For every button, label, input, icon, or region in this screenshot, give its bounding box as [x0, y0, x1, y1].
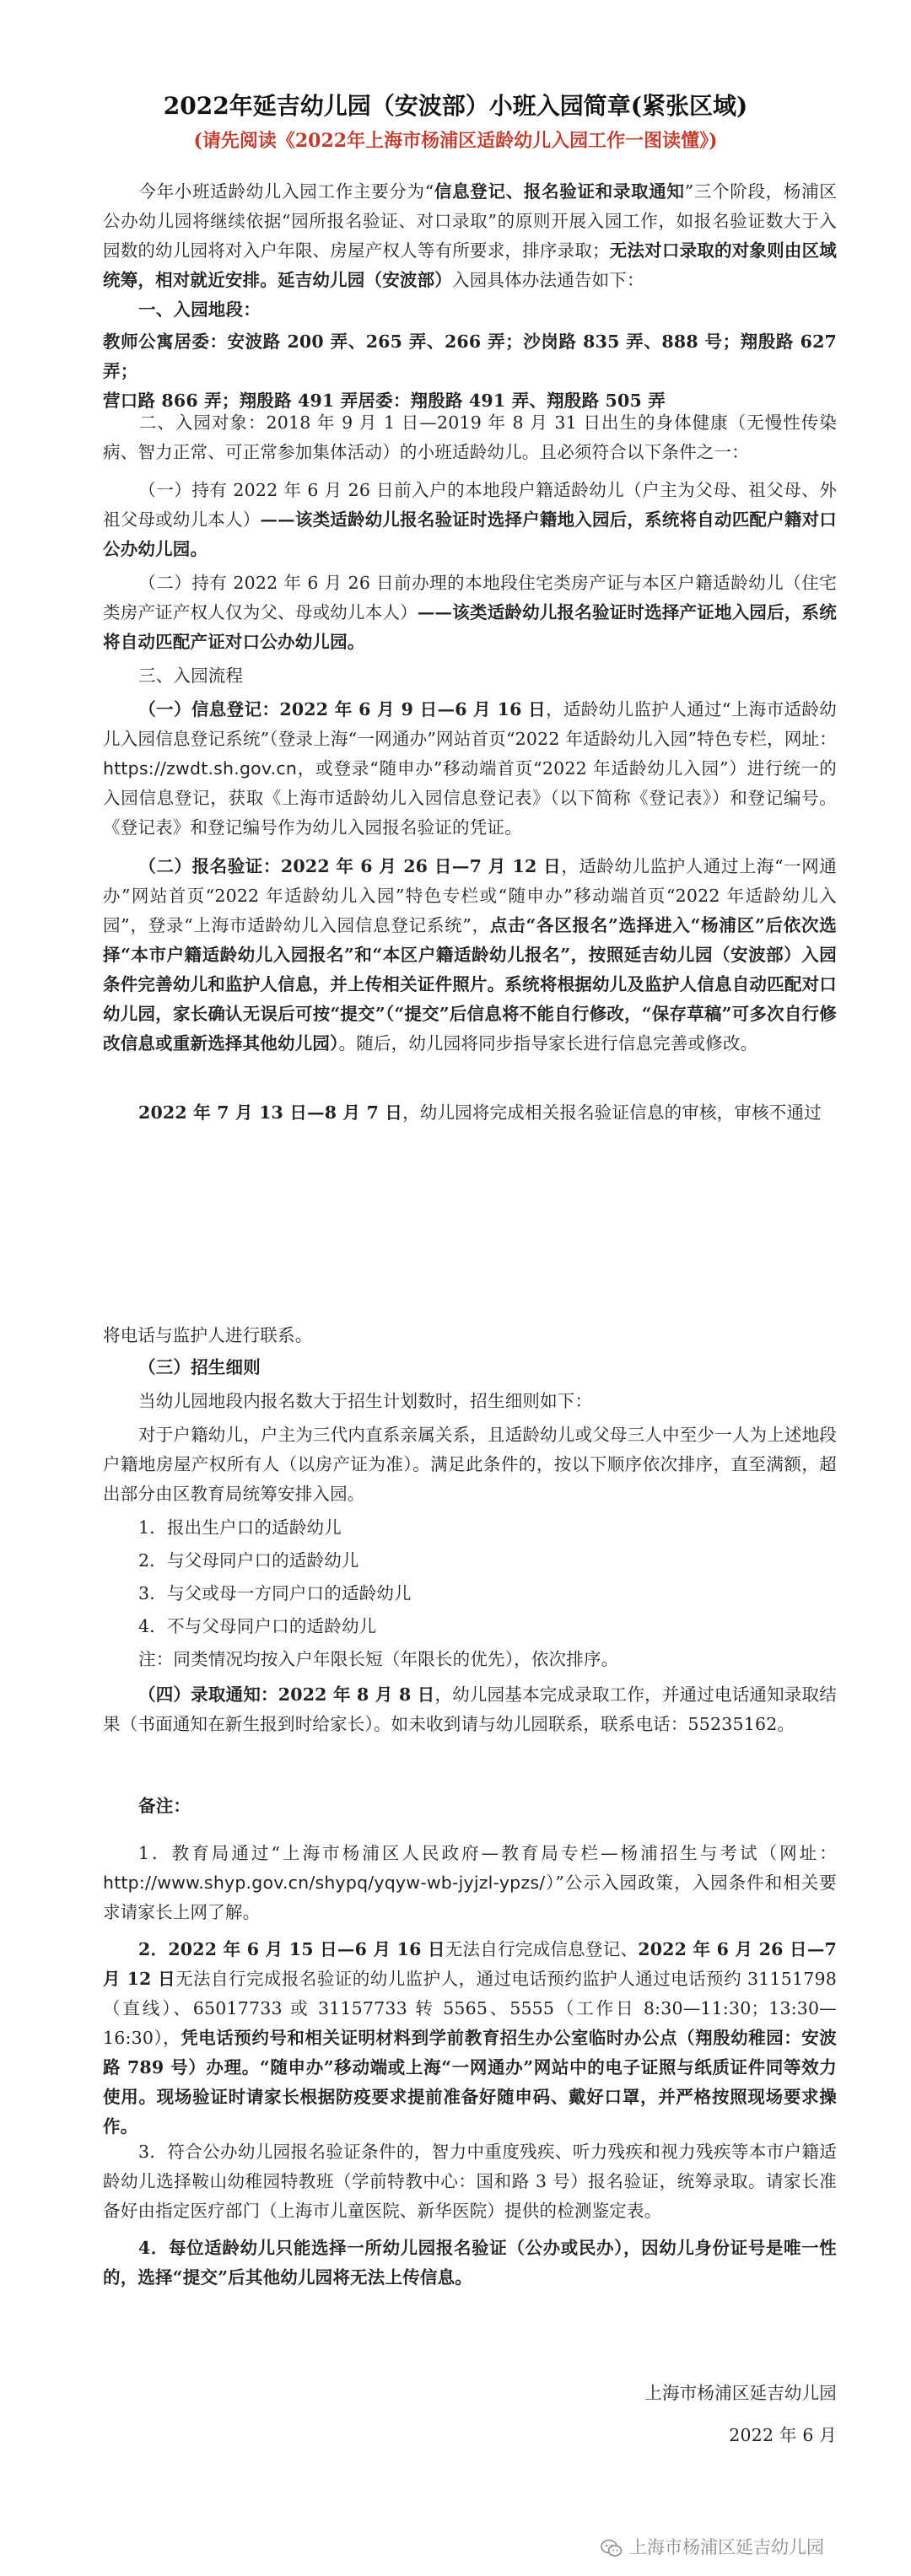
note-2: 2．2022 年 6 月 15 日—6 月 16 日无法自行完成信息登记、2022 年 6 月 26 日—7 月 12 日无法自行完成报名验证的幼儿监护人，通过电话预约监护人通过电话预约 31151798（直线）、65017733 或 31157733 转 5565、5555（工作日 8:30—11:30；13:30—16:30），凭电话预约号和相关证明材料到学前教育招生办公室临时办公点（翔殷幼稚园：安波路 789 号）办理。“随申办”移动端或上海“一网通办”网站中的电子证照与纸质证件同等效力使用。现场验证时请家长根据防疫要求提前准备好随申码、戴好口罩，并严格按照现场要求操作。 — [103, 1939, 837, 2137]
signature-date: 2022 年 6 月 — [729, 2425, 837, 2445]
notes-heading: 备注： — [138, 1796, 191, 1816]
watermark-text: 上海市杨浦区延吉幼儿园 — [629, 2537, 824, 2557]
condition-1: （一）持有 2022 年 6 月 26 日前入户的本地段户籍适龄幼儿（户主为父母、祖父母、外祖父母或幼儿本人）——该类适龄幼儿报名验证时选择户籍地入园后，系统将自动匹配户籍对口公办幼儿园。 — [103, 480, 837, 559]
area-line-2: 营口路 866 弄；翔殷路 491 弄居委：翔殷路 491 弄、翔殷路 505 弄 — [103, 391, 666, 411]
priority-item: 3．与父或母一方同户口的适龄幼儿 — [138, 1583, 412, 1603]
step-admission-notice: （四）录取通知：2022 年 8 月 8 日，幼儿园基本完成录取工作，并通过电话通知录取结果（书面通知在新生报到时给家长）。如未收到请与幼儿园联系，联系电话：55235162。 — [103, 1684, 837, 1734]
priority-item: 4．不与父母同户口的适龄幼儿 — [138, 1616, 377, 1636]
step-registration-verification: （二）报名验证：2022 年 6 月 26 日—7 月 12 日，适龄幼儿监护人通过上海“一网通办”网站首页“2022 年适龄幼儿入园”特色专栏或“随申办”移动端首页“2022 年适龄幼儿入园”，登录“上海市适龄幼儿入园信息登记系统”，点击“各区报名”选择进入“杨浦区”后依次选择“本市户籍适龄幼儿入园报名”和“本区户籍适龄幼儿报名”，按照延吉幼儿园（安波部）入园条件完善幼儿和监护人信息，并上传相关证件照片。系统将根据幼儿及监护人信息自动匹配对口幼儿园，家长确认无误后可按“提交”（“提交”后信息将不能自行修改，“保存草稿”可多次自行修改信息或重新选择其他幼儿园）。随后，幼儿园将同步指导家长进行信息完善或修改。 — [103, 856, 837, 1054]
rules-detail: 对于户籍幼儿，户主为三代内直系亲属关系，且适龄幼儿或父母三人中至少一人为上述地段户籍地房屋产权所有人（以房产证为准）。满足此条件的，按以下顺序依次排序，直至满额，超出部分由区教育局统筹安排入园。 — [103, 1425, 837, 1504]
signature-org: 上海市杨浦区延吉幼儿园 — [644, 2383, 837, 2403]
section-3-heading: 三、入园流程 — [138, 666, 244, 686]
account-watermark — [601, 2530, 887, 2564]
wechat-icon — [601, 2539, 623, 2557]
step-info-registration: （一）信息登记：2022 年 6 月 9 日—6 月 16 日，适龄幼儿监护人通过“上海市适龄幼儿入园信息登记系统”（登录上海“一网通办”网站首页“2022 年适龄幼儿入园”特色专栏，网址：https://zwdt.sh.gov.cn，或登录“随申办”移动端首页“2022 年适龄幼儿入园”）进行统一的入园信息登记，获取《上海市适龄幼儿入园信息登记表》（以下简称《登记表》）和登记编号。《登记表》和登记编号作为幼儿入园报名验证的凭证。 — [103, 699, 837, 838]
intro-paragraph: 今年小班适龄幼儿入园工作主要分为“信息登记、报名验证和录取通知”三个阶段，杨浦区公办幼儿园将继续依据“园所报名验证、对口录取”的原则开展入园工作，如报名验证数大于入园数的幼儿园将对入户年限、房屋产权人等有所要求，排序录取；无法对口录取的对象则由区域统筹，相对就近安排。延吉幼儿园（安波部）入园具体办法通告如下： — [103, 181, 837, 290]
step-review-continued: 将电话与监护人进行联系。 — [103, 1325, 313, 1345]
priority-list — [103, 1513, 837, 1674]
priority-note: 注：同类情况均按入户年限长短（年限长的优先），依次排序。 — [138, 1649, 619, 1669]
priority-item: 2．与父母同户口的适龄幼儿 — [138, 1550, 359, 1571]
note-4: 4．每位适龄幼儿只能选择一所幼儿园报名验证（公办或民办），因幼儿身份证号是唯一性的，选择“提交”后其他幼儿园将无法上传信息。 — [103, 2238, 837, 2288]
condition-2: （二）持有 2022 年 6 月 26 日前办理的本地段住宅类房产证与本区户籍适龄幼儿（住宅类房产证产权人仅为父、母或幼儿本人）——该类适龄幼儿报名验证时选择产证地入园后，系统将自动匹配产证对口公办幼儿园。 — [103, 573, 837, 652]
policy-url-link[interactable]: http://www.shyp.gov.cn/shypq/yqyw-wb-jyjzl-ypzs/ — [103, 1873, 546, 1893]
note-3: 3．符合公办幼儿园报名验证条件的，智力中重度残疾、听力残疾和视力残疾等本市户籍适龄幼儿选择鞍山幼稚园特教班（学前特教中心：国和路 3 号）报名验证，统筹录取。请家长准备好由指定医疗部门（上海市儿童医院、新华医院）提供的检测鉴定表。 — [103, 2142, 837, 2221]
rules-heading: （三）招生细则 — [138, 1357, 261, 1377]
page-title: 2022年延吉幼儿园（安波部）小班入园简章(紧张区域) — [163, 92, 748, 120]
section-2-intro: 二、入园对象：2018 年 9 月 1 日—2019 年 8 月 31 日出生的身体健康（无慢性传染病、智力正常、可正常参加集体活动）的小班适龄幼儿。且必须符合以下条件之一： — [103, 412, 837, 462]
note-1: 1．教育局通过“上海市杨浦区人民政府—教育局专栏—杨浦招生与考试（网址：http://www.shyp.gov.cn/shypq/yqyw-wb-jyjzl-ypzs/）”公示入园政策，入园条件和相关要求请家长上网了解。 — [103, 1843, 837, 1922]
step-review: 2022 年 7 月 13 日—8 月 7 日，幼儿园将完成相关报名验证信息的审核，审核不通过 — [138, 1102, 822, 1123]
priority-item: 1．报出生户口的适龄幼儿 — [138, 1517, 342, 1538]
section-1-area — [103, 327, 837, 416]
section-1-heading: 一、入园地段： — [138, 299, 261, 320]
reading-link-subtitle[interactable]: (请先阅读《2022年上海市杨浦区适龄幼儿入园工作一图读懂》) — [193, 130, 718, 152]
rules-intro: 当幼儿园地段内报名数大于招生计划数时，招生细则如下： — [138, 1391, 593, 1411]
area-line-1: 教师公寓居委：安波路 200 弄、265 弄、266 弄；沙岗路 835 弄、888 号；翔殷路 627 弄； — [103, 331, 837, 381]
registration-url-link[interactable]: https://zwdt.sh.gov.cn — [103, 758, 298, 779]
